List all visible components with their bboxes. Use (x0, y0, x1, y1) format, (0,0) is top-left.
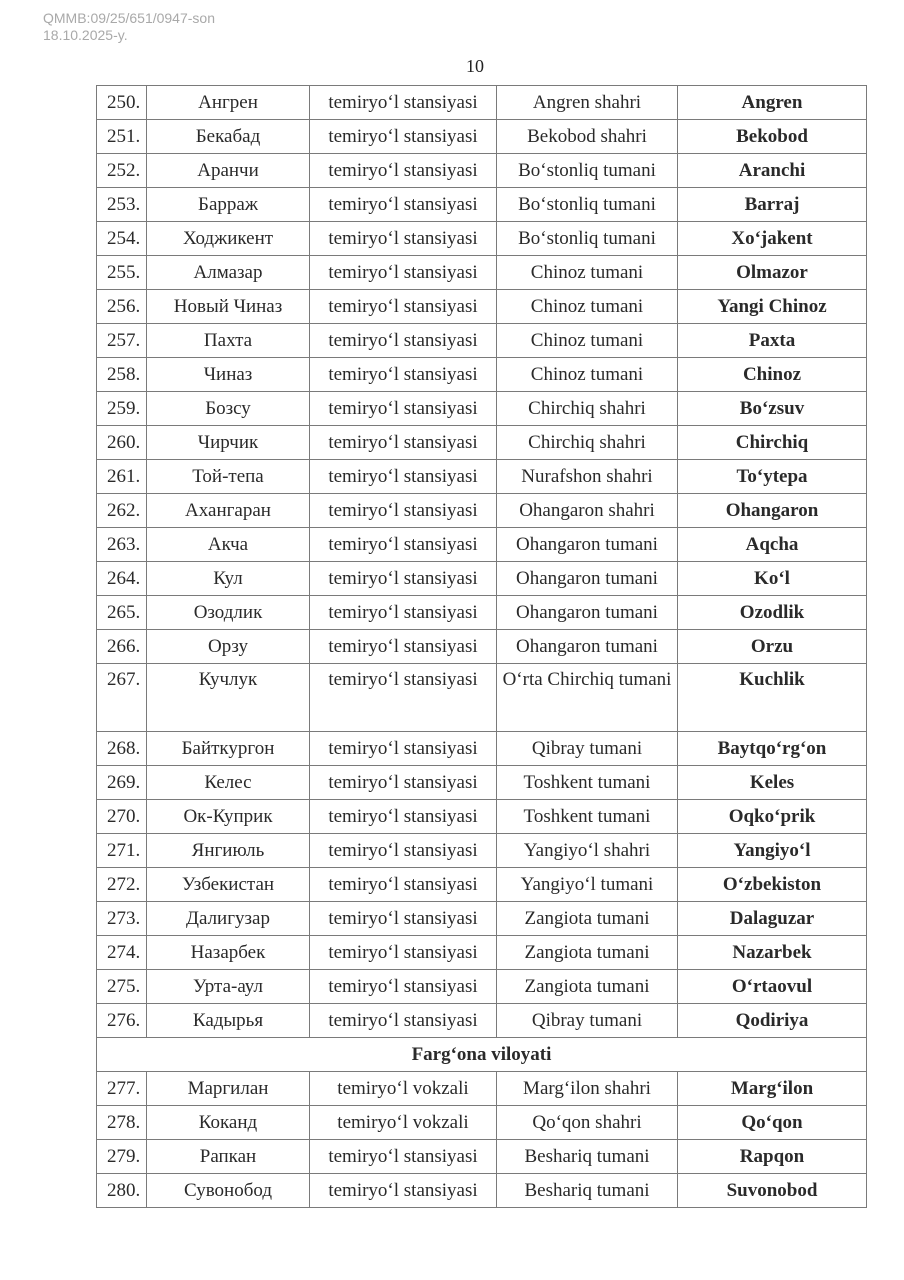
object-type: temiryo‘l stansiyasi (310, 358, 497, 392)
object-type: temiryo‘l stansiyasi (310, 392, 497, 426)
row-number: 279. (97, 1140, 147, 1174)
district-name: Bo‘stonliq tumani (497, 188, 678, 222)
table-row (97, 494, 867, 528)
object-type: temiryo‘l vokzali (310, 1106, 497, 1140)
row-number: 270. (97, 800, 147, 834)
uzbek-name: Barraj (678, 188, 867, 222)
uzbek-name: Xo‘jakent (678, 222, 867, 256)
object-type: temiryo‘l stansiyasi (310, 1174, 497, 1208)
uzbek-name: Chinoz (678, 358, 867, 392)
object-type: temiryo‘l stansiyasi (310, 766, 497, 800)
table-row (97, 902, 867, 936)
table-row (97, 630, 867, 664)
row-number: 262. (97, 494, 147, 528)
row-number: 263. (97, 528, 147, 562)
russian-name: Алмазар (147, 256, 310, 290)
uzbek-name: Ozodlik (678, 596, 867, 630)
table-row (97, 868, 867, 902)
uzbek-name: Qo‘qon (678, 1106, 867, 1140)
object-type: temiryo‘l stansiyasi (310, 528, 497, 562)
uzbek-name: Dalaguzar (678, 902, 867, 936)
row-number: 264. (97, 562, 147, 596)
uzbek-name: O‘zbekiston (678, 868, 867, 902)
russian-name: Кул (147, 562, 310, 596)
object-type: temiryo‘l stansiyasi (310, 120, 497, 154)
table-row (97, 664, 867, 732)
object-type: temiryo‘l stansiyasi (310, 664, 497, 732)
russian-name: Маргилан (147, 1072, 310, 1106)
russian-name: Той-тепа (147, 460, 310, 494)
row-number: 267. (97, 664, 147, 732)
row-number: 266. (97, 630, 147, 664)
russian-name: Бозсу (147, 392, 310, 426)
table-row (97, 86, 867, 120)
row-number: 253. (97, 188, 147, 222)
uzbek-name: Qodiriya (678, 1004, 867, 1038)
uzbek-name: Aqcha (678, 528, 867, 562)
table-row (97, 528, 867, 562)
row-number: 254. (97, 222, 147, 256)
object-type: temiryo‘l stansiyasi (310, 902, 497, 936)
table-section-fargona (97, 1038, 867, 1072)
russian-name: Байткургон (147, 732, 310, 766)
table-row (97, 1004, 867, 1038)
row-number: 250. (97, 86, 147, 120)
object-type: temiryo‘l stansiyasi (310, 562, 497, 596)
russian-name: Ходжикент (147, 222, 310, 256)
section-header-row (97, 1038, 867, 1072)
row-number: 252. (97, 154, 147, 188)
table-row (97, 324, 867, 358)
uzbek-name: Suvonobod (678, 1174, 867, 1208)
russian-name: Акча (147, 528, 310, 562)
district-name: Chirchiq shahri (497, 426, 678, 460)
russian-name: Орзу (147, 630, 310, 664)
table-row (97, 290, 867, 324)
russian-name: Ахангаран (147, 494, 310, 528)
uzbek-name: Aranchi (678, 154, 867, 188)
district-name: Ohangaron tumani (497, 596, 678, 630)
district-name: Qo‘qon shahri (497, 1106, 678, 1140)
table-row (97, 596, 867, 630)
row-number: 259. (97, 392, 147, 426)
object-type: temiryo‘l stansiyasi (310, 154, 497, 188)
uzbek-name: Nazarbek (678, 936, 867, 970)
object-type: temiryo‘l stansiyasi (310, 188, 497, 222)
district-name: O‘rta Chirchiq tumani (497, 664, 678, 732)
table-row (97, 800, 867, 834)
row-number: 251. (97, 120, 147, 154)
uzbek-name: Oqko‘prik (678, 800, 867, 834)
district-name: Chinoz tumani (497, 358, 678, 392)
object-type: temiryo‘l stansiyasi (310, 970, 497, 1004)
object-type: temiryo‘l stansiyasi (310, 324, 497, 358)
row-number: 269. (97, 766, 147, 800)
row-number: 256. (97, 290, 147, 324)
row-number: 273. (97, 902, 147, 936)
table-row (97, 936, 867, 970)
stamp-number: QMMB:09/25/651/0947-son (43, 10, 215, 26)
row-number: 277. (97, 1072, 147, 1106)
table-row (97, 460, 867, 494)
uzbek-name: Olmazor (678, 256, 867, 290)
russian-name: Назарбек (147, 936, 310, 970)
page-number: 10 (466, 56, 484, 76)
object-type: temiryo‘l stansiyasi (310, 800, 497, 834)
district-name: Toshkent tumani (497, 766, 678, 800)
table-row (97, 392, 867, 426)
district-name: Ohangaron shahri (497, 494, 678, 528)
row-number: 280. (97, 1174, 147, 1208)
stations-table (96, 85, 867, 1208)
uzbek-name: Bekobod (678, 120, 867, 154)
russian-name: Янгиюль (147, 834, 310, 868)
object-type: temiryo‘l stansiyasi (310, 630, 497, 664)
uzbek-name: Paxta (678, 324, 867, 358)
table-row (97, 222, 867, 256)
uzbek-name: Rapqon (678, 1140, 867, 1174)
row-number: 260. (97, 426, 147, 460)
russian-name: Коканд (147, 1106, 310, 1140)
object-type: temiryo‘l stansiyasi (310, 1004, 497, 1038)
russian-name: Пахта (147, 324, 310, 358)
russian-name: Барраж (147, 188, 310, 222)
row-number: 275. (97, 970, 147, 1004)
russian-name: Кучлук (147, 664, 310, 732)
uzbek-name: To‘ytepa (678, 460, 867, 494)
object-type: temiryo‘l stansiyasi (310, 1140, 497, 1174)
row-number: 265. (97, 596, 147, 630)
russian-name: Бекабад (147, 120, 310, 154)
district-name: Beshariq tumani (497, 1140, 678, 1174)
object-type: temiryo‘l stansiyasi (310, 426, 497, 460)
district-name: Qibray tumani (497, 732, 678, 766)
table-row (97, 120, 867, 154)
district-name: Chinoz tumani (497, 256, 678, 290)
district-name: Zangiota tumani (497, 970, 678, 1004)
uzbek-name: Keles (678, 766, 867, 800)
row-number: 261. (97, 460, 147, 494)
object-type: temiryo‘l stansiyasi (310, 222, 497, 256)
russian-name: Келес (147, 766, 310, 800)
table-row (97, 256, 867, 290)
uzbek-name: O‘rtaovul (678, 970, 867, 1004)
district-name: Chirchiq shahri (497, 392, 678, 426)
district-name: Bo‘stonliq tumani (497, 154, 678, 188)
russian-name: Кадырья (147, 1004, 310, 1038)
table-row (97, 154, 867, 188)
district-name: Marg‘ilon shahri (497, 1072, 678, 1106)
table-row (97, 426, 867, 460)
district-name: Angren shahri (497, 86, 678, 120)
row-number: 255. (97, 256, 147, 290)
object-type: temiryo‘l stansiyasi (310, 256, 497, 290)
russian-name: Узбекистан (147, 868, 310, 902)
russian-name: Сувонобод (147, 1174, 310, 1208)
district-name: Qibray tumani (497, 1004, 678, 1038)
object-type: temiryo‘l stansiyasi (310, 290, 497, 324)
uzbek-name: Orzu (678, 630, 867, 664)
table-row (97, 732, 867, 766)
district-name: Toshkent tumani (497, 800, 678, 834)
russian-name: Аранчи (147, 154, 310, 188)
object-type: temiryo‘l stansiyasi (310, 596, 497, 630)
row-number: 271. (97, 834, 147, 868)
uzbek-name: Angren (678, 86, 867, 120)
row-number: 274. (97, 936, 147, 970)
object-type: temiryo‘l stansiyasi (310, 732, 497, 766)
uzbek-name: Ohangaron (678, 494, 867, 528)
russian-name: Ангрен (147, 86, 310, 120)
table-row (97, 1106, 867, 1140)
russian-name: Чиназ (147, 358, 310, 392)
district-name: Zangiota tumani (497, 902, 678, 936)
table-row (97, 358, 867, 392)
district-name: Chinoz tumani (497, 290, 678, 324)
uzbek-name: Marg‘ilon (678, 1072, 867, 1106)
uzbek-name: Yangiyo‘l (678, 834, 867, 868)
district-name: Bo‘stonliq tumani (497, 222, 678, 256)
object-type: temiryo‘l stansiyasi (310, 834, 497, 868)
russian-name: Рапкан (147, 1140, 310, 1174)
table-row (97, 562, 867, 596)
district-name: Ohangaron tumani (497, 528, 678, 562)
russian-name: Далигузар (147, 902, 310, 936)
table-row (97, 1072, 867, 1106)
district-name: Yangiyo‘l tumani (497, 868, 678, 902)
district-name: Zangiota tumani (497, 936, 678, 970)
district-name: Chinoz tumani (497, 324, 678, 358)
russian-name: Чирчик (147, 426, 310, 460)
object-type: temiryo‘l vokzali (310, 1072, 497, 1106)
object-type: temiryo‘l stansiyasi (310, 936, 497, 970)
uzbek-name: Bo‘zsuv (678, 392, 867, 426)
uzbek-name: Kuchlik (678, 664, 867, 732)
table-row (97, 1140, 867, 1174)
table-body-fargona (97, 1072, 867, 1208)
row-number: 276. (97, 1004, 147, 1038)
district-name: Bekobod shahri (497, 120, 678, 154)
row-number: 257. (97, 324, 147, 358)
table-row (97, 188, 867, 222)
table-row (97, 970, 867, 1004)
district-name: Yangiyo‘l shahri (497, 834, 678, 868)
russian-name: Озодлик (147, 596, 310, 630)
row-number: 278. (97, 1106, 147, 1140)
russian-name: Новый Чиназ (147, 290, 310, 324)
row-number: 268. (97, 732, 147, 766)
object-type: temiryo‘l stansiyasi (310, 868, 497, 902)
stamp-date: 18.10.2025-y. (43, 27, 128, 43)
uzbek-name: Yangi Chinoz (678, 290, 867, 324)
table-row (97, 834, 867, 868)
russian-name: Урта-аул (147, 970, 310, 1004)
district-name: Beshariq tumani (497, 1174, 678, 1208)
row-number: 258. (97, 358, 147, 392)
uzbek-name: Baytqo‘rg‘on (678, 732, 867, 766)
registration-stamp (43, 10, 215, 44)
district-name: Ohangaron tumani (497, 562, 678, 596)
uzbek-name: Ko‘l (678, 562, 867, 596)
table-row (97, 766, 867, 800)
object-type: temiryo‘l stansiyasi (310, 86, 497, 120)
district-name: Nurafshon shahri (497, 460, 678, 494)
uzbek-name: Chirchiq (678, 426, 867, 460)
section-title: Farg‘ona viloyati (97, 1038, 867, 1072)
object-type: temiryo‘l stansiyasi (310, 460, 497, 494)
russian-name: Ок-Куприк (147, 800, 310, 834)
table-row (97, 1174, 867, 1208)
district-name: Ohangaron tumani (497, 630, 678, 664)
table-body-tashkent (97, 86, 867, 1038)
row-number: 272. (97, 868, 147, 902)
object-type: temiryo‘l stansiyasi (310, 494, 497, 528)
